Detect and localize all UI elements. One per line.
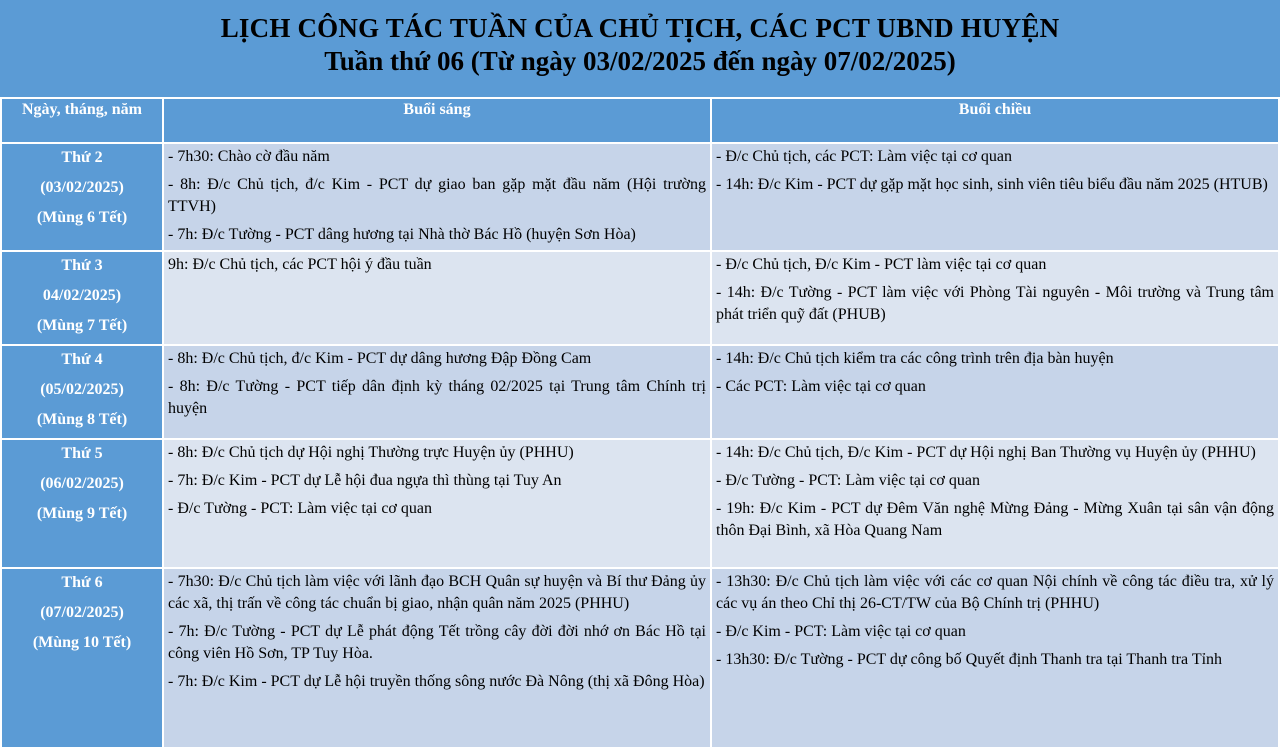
schedule-item: - 7h: Đ/c Tường - PCT dâng hương tại Nhà thờ Bác Hồ (huyện Sơn Hòa) bbox=[168, 226, 636, 243]
day-cell bbox=[1, 439, 163, 568]
day-cell bbox=[1, 143, 163, 251]
morning-cell bbox=[163, 251, 711, 345]
schedule-item: - 8h: Đ/c Chủ tịch, đ/c Kim - PCT dự dâng hương Đập Đồng Cam bbox=[168, 350, 592, 367]
morning-cell bbox=[163, 345, 711, 439]
table-row bbox=[1, 143, 1279, 251]
schedule-item: - Các PCT: Làm việc tại cơ quan bbox=[716, 378, 926, 395]
schedule-item: - Đ/c Chủ tịch, các PCT: Làm việc tại cơ quan bbox=[716, 148, 1013, 165]
schedule-item: - Đ/c Kim - PCT: Làm việc tại cơ quan bbox=[716, 623, 966, 640]
day-note: (Mùng 10 Tết) bbox=[32, 634, 132, 651]
day-name: Thứ 4 bbox=[61, 351, 103, 368]
schedule-item: - 13h30: Đ/c Chủ tịch làm việc với các cơ quan Nội chính về công tác điều tra, xử lý các vụ án theo Chỉ thị 26-CT/TW của Bộ Chính trị (PHHU) bbox=[716, 573, 1274, 612]
schedule-item: - 13h30: Đ/c Tường - PCT dự công bố Quyết định Thanh tra tại Thanh tra Tỉnh bbox=[716, 651, 1223, 668]
schedule-item: 9h: Đ/c Chủ tịch, các PCT hội ý đầu tuần bbox=[168, 256, 432, 273]
afternoon-cell bbox=[711, 143, 1279, 251]
day-cell bbox=[1, 345, 163, 439]
table-row bbox=[1, 345, 1279, 439]
day-note: (Mùng 7 Tết) bbox=[36, 317, 128, 334]
afternoon-cell bbox=[711, 345, 1279, 439]
schedule-item: - Đ/c Tường - PCT: Làm việc tại cơ quan bbox=[168, 500, 432, 517]
table-row bbox=[1, 439, 1279, 568]
schedule-item: - 7h30: Đ/c Chủ tịch làm việc với lãnh đạo BCH Quân sự huyện và Bí thư Đảng ủy các xã, thị trấn về công tác chuẩn bị giao, nhận quân năm 2025 (PHHU) bbox=[168, 573, 706, 612]
schedule-item: - 8h: Đ/c Chủ tịch dự Hội nghị Thường trực Huyện ủy (PHHU) bbox=[168, 444, 574, 461]
schedule-item: - 19h: Đ/c Kim - PCT dự Đêm Văn nghệ Mừng Đảng - Mừng Xuân tại sân vận động thôn Đại Bình, xã Hòa Quang Nam bbox=[716, 500, 1274, 539]
schedule-item: - Đ/c Chủ tịch, Đ/c Kim - PCT làm việc tại cơ quan bbox=[716, 256, 1047, 273]
column-header-day: Ngày, tháng, năm bbox=[1, 98, 163, 143]
afternoon-cell bbox=[711, 568, 1279, 748]
day-date: 04/02/2025) bbox=[42, 287, 122, 304]
day-note: (Mùng 9 Tết) bbox=[36, 505, 128, 522]
day-date: (07/02/2025) bbox=[40, 604, 124, 621]
morning-cell bbox=[163, 568, 711, 748]
day-name: Thứ 3 bbox=[61, 257, 103, 274]
schedule-item: - 7h30: Chào cờ đầu năm bbox=[168, 148, 330, 165]
column-header-morning: Buổi sáng bbox=[163, 98, 711, 143]
day-cell bbox=[1, 251, 163, 345]
schedule-item: - 8h: Đ/c Chủ tịch, đ/c Kim - PCT dự giao ban gặp mặt đầu năm (Hội trường TTVH) bbox=[168, 176, 706, 215]
schedule-item: - 7h: Đ/c Kim - PCT dự Lễ hội đua ngựa thì thùng tại Tuy An bbox=[168, 472, 562, 489]
schedule-item: - 14h: Đ/c Chủ tịch, Đ/c Kim - PCT dự Hội nghị Ban Thường vụ Huyện ủy (PHHU) bbox=[716, 444, 1256, 461]
table-header-row bbox=[1, 98, 1279, 143]
day-name: Thứ 2 bbox=[61, 149, 103, 166]
schedule-table bbox=[0, 97, 1280, 749]
schedule-item: - 7h: Đ/c Kim - PCT dự Lễ hội truyền thống sông nước Đà Nông (thị xã Đông Hòa) bbox=[168, 673, 705, 690]
column-header-afternoon: Buổi chiều bbox=[711, 98, 1279, 143]
day-date: (05/02/2025) bbox=[40, 381, 124, 398]
table-row bbox=[1, 568, 1279, 748]
schedule-item: - 8h: Đ/c Tường - PCT tiếp dân định kỳ tháng 02/2025 tại Trung tâm Chính trị huyện bbox=[168, 378, 706, 417]
afternoon-cell bbox=[711, 439, 1279, 568]
schedule-item: - 14h: Đ/c Kim - PCT dự gặp mặt học sinh, sinh viên tiêu biểu đầu năm 2025 (HTUB) bbox=[716, 176, 1268, 193]
morning-cell bbox=[163, 439, 711, 568]
day-name: Thứ 5 bbox=[61, 445, 103, 462]
table-row bbox=[1, 251, 1279, 345]
day-note: (Mùng 6 Tết) bbox=[36, 209, 128, 226]
afternoon-cell bbox=[711, 251, 1279, 345]
page-title: LỊCH CÔNG TÁC TUẦN CỦA CHỦ TỊCH, CÁC PCT UBND HUYỆN bbox=[220, 13, 1060, 43]
schedule-item: - Đ/c Tường - PCT: Làm việc tại cơ quan bbox=[716, 472, 980, 489]
page-subtitle: Tuần thứ 06 (Từ ngày 03/02/2025 đến ngày 07/02/2025) bbox=[324, 46, 956, 76]
morning-cell bbox=[163, 143, 711, 251]
schedule-item: - 14h: Đ/c Tường - PCT làm việc với Phòng Tài nguyên - Môi trường và Trung tâm phát triển quỹ đất (PHUB) bbox=[716, 284, 1274, 323]
day-date: (03/02/2025) bbox=[40, 179, 124, 196]
schedule-item: - 14h: Đ/c Chủ tịch kiểm tra các công trình trên địa bàn huyện bbox=[716, 350, 1114, 367]
day-cell bbox=[1, 568, 163, 748]
day-date: (06/02/2025) bbox=[40, 475, 124, 492]
page-header bbox=[0, 0, 1280, 97]
day-name: Thứ 6 bbox=[61, 574, 103, 591]
schedule-item: - 7h: Đ/c Tường - PCT dự Lễ phát động Tết trồng cây đời đời nhớ ơn Bác Hồ tại công viên Hồ Sơn, TP Tuy Hòa. bbox=[168, 623, 706, 662]
day-note: (Mùng 8 Tết) bbox=[36, 411, 128, 428]
